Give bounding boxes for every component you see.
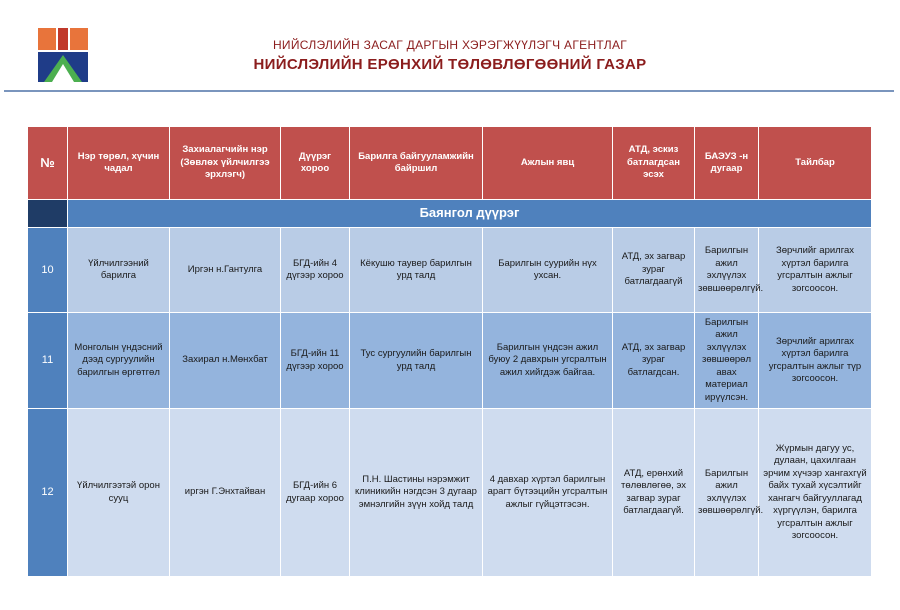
cell-progress: Барилгын үндсэн ажил буюу 2 давхрын угсралтын ажил хийгдэж байгаа. bbox=[483, 313, 613, 409]
cell-note: Жүрмын дагуу ус, дулаан, цахилгаан эрчим хүчээр хангахгүй байх тухай хүсэлтийг хангагч байгууллагад хүргүүлэн, барилга угсралтын ажлыг зогсоосон. bbox=[759, 409, 872, 577]
table-header-row bbox=[28, 127, 872, 200]
logo-orange-left bbox=[38, 28, 56, 50]
col-header-progress: Ажлын явц bbox=[483, 127, 613, 200]
col-header-name: Нэр төрөл, хүчин чадал bbox=[68, 127, 170, 200]
col-header-note: Тайлбар bbox=[759, 127, 872, 200]
col-header-client: Захиалагчийн нэр (Зөвлөх үйлчилгээ эрхлэгч) bbox=[170, 127, 281, 200]
table-row bbox=[28, 228, 872, 313]
table-row bbox=[28, 313, 872, 409]
section-number-cell bbox=[28, 200, 68, 228]
cell-client: Иргэн н.Гантулга bbox=[170, 228, 281, 313]
header-divider bbox=[4, 90, 894, 92]
row-number: 10 bbox=[28, 228, 68, 313]
col-header-baeuz: БАЭУЗ -н дугаар bbox=[695, 127, 759, 200]
cell-district: БГД-ийн 4 дүгээр хороо bbox=[281, 228, 350, 313]
cell-atd: АТД, эх загвар зураг батлагдаагүй bbox=[613, 228, 695, 313]
row-number: 12 bbox=[28, 409, 68, 577]
cell-name: Үйлчилгээний барилга bbox=[68, 228, 170, 313]
col-header-location: Барилга байгууламжийн байршил bbox=[350, 127, 483, 200]
cell-district: БГД-ийн 11 дүгээр хороо bbox=[281, 313, 350, 409]
agency-title: НИЙСЛЭЛИЙН ЕРӨНХИЙ ТӨЛӨВЛӨГӨӨНИЙ ГАЗАР bbox=[253, 56, 647, 73]
cell-progress: 4 давхар хүртэл барилгын арагт бүтээцийн угсралтын ажлыг гүйцэтгэсэн. bbox=[483, 409, 613, 577]
cell-client: иргэн Г.Энхтайван bbox=[170, 409, 281, 577]
cell-client: Захирал н.Мөнхбат bbox=[170, 313, 281, 409]
agency-logo bbox=[38, 28, 88, 82]
cell-baeuz: Барилгын ажил эхлүүлэх зөвшөөрөл авах материал ирүүлсэн. bbox=[695, 313, 759, 409]
cell-location: П.Н. Шастины нэрэмжит клиникийн нэгдсэн 3 дугаар эмнэлгийн зүүн хойд талд bbox=[350, 409, 483, 577]
cell-baeuz: Барилгын ажил эхлүүлэх зөвшөөрөлгүй. bbox=[695, 228, 759, 313]
cell-note: Зөрчлийг арилгах хүртэл барилга угсралтын ажлыг зогсоосон. bbox=[759, 228, 872, 313]
cell-atd: АТД, эх загвар зураг батлагдсан. bbox=[613, 313, 695, 409]
cell-location: Кёкушю таувер барилгын урд талд bbox=[350, 228, 483, 313]
agency-subtitle: НИЙСЛЭЛИЙН ЗАСАГ ДАРГЫН ХЭРЭГЖҮҮЛЭГЧ АГЕНТЛАГ bbox=[272, 38, 628, 52]
cell-name: Үйлчилгээтэй орон сууц bbox=[68, 409, 170, 577]
construction-table bbox=[27, 126, 872, 577]
cell-atd: АТД, ерөнхий төлөвлөгөө, эх загвар зураг батлагдаагүй. bbox=[613, 409, 695, 577]
cell-baeuz: Барилгын ажил эхлүүлэх зөвшөөрөлгүй. bbox=[695, 409, 759, 577]
col-header-number: № bbox=[28, 127, 68, 200]
cell-location: Тус сургуулийн барилгын урд талд bbox=[350, 313, 483, 409]
section-row bbox=[28, 200, 872, 228]
cell-progress: Барилгын суурийн нүх ухсан. bbox=[483, 228, 613, 313]
cell-note: Зөрчлийг арилгах хүртэл барилга угсралтын ажлыг түр зогсоосон. bbox=[759, 313, 872, 409]
table-row bbox=[28, 409, 872, 577]
logo-orange-right bbox=[70, 28, 88, 50]
col-header-atd: АТД, эскиз батлагдсан эсэх bbox=[613, 127, 695, 200]
cell-district: БГД-ийн 6 дугаар хороо bbox=[281, 409, 350, 577]
logo-red-center bbox=[58, 28, 68, 50]
section-title: Баянгол дүүрэг bbox=[68, 200, 872, 228]
row-number: 11 bbox=[28, 313, 68, 409]
cell-name: Монголын үндэсний дээд сургуулийн барилгын өргөтгөл bbox=[68, 313, 170, 409]
col-header-district: Дүүрэг хороо bbox=[281, 127, 350, 200]
